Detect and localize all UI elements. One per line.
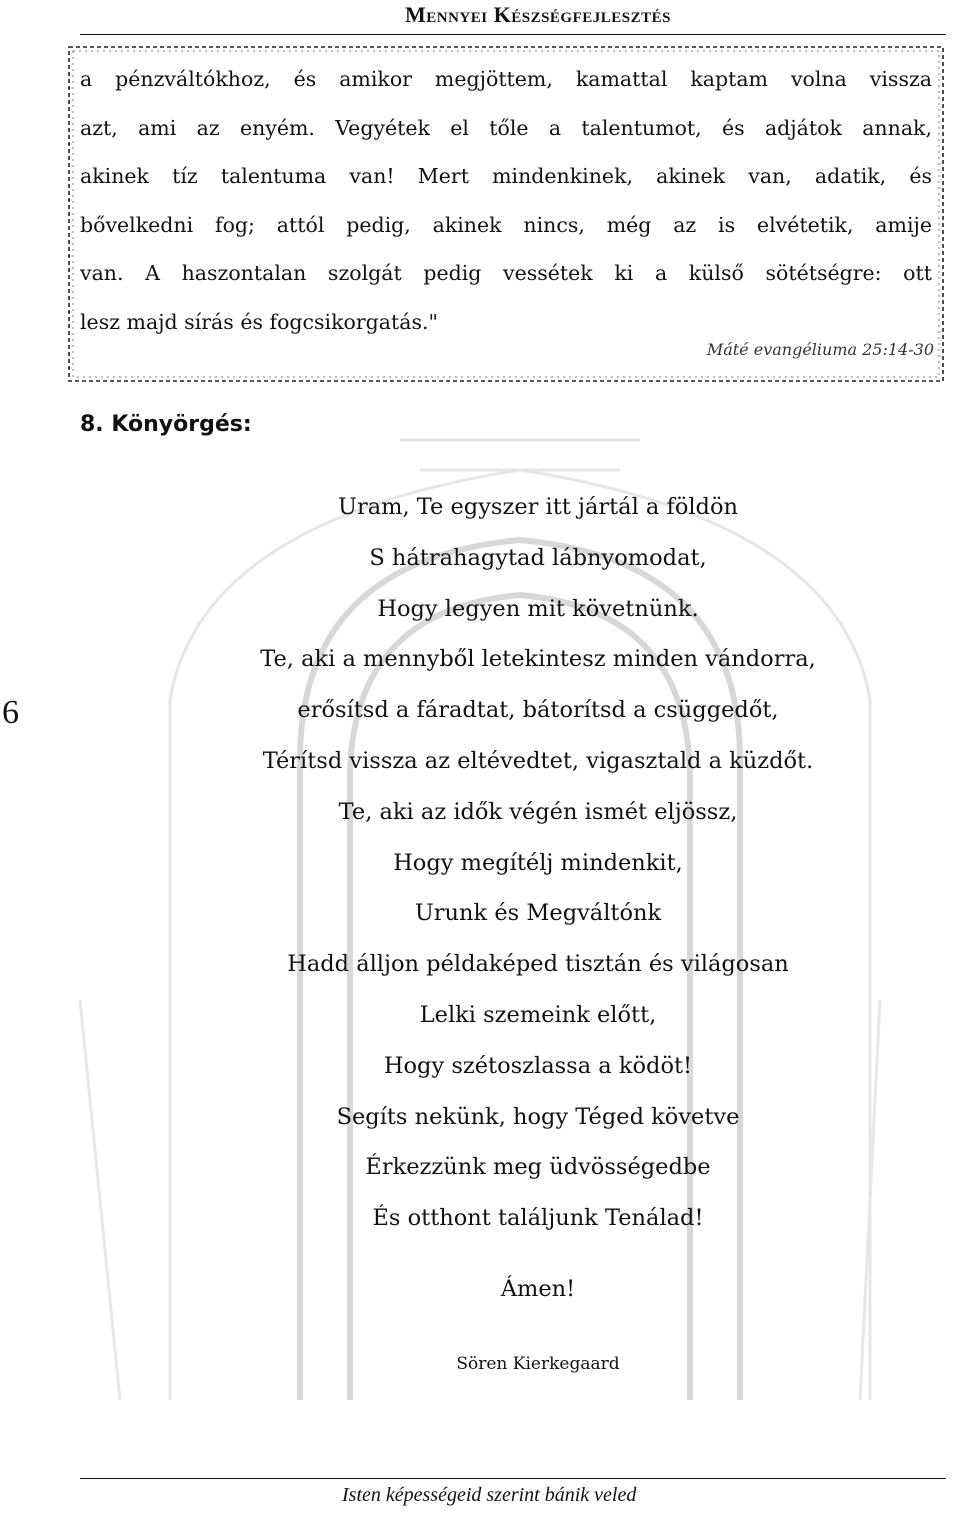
- footer-title: Isten képességeid szerint bánik veled: [342, 1484, 637, 1506]
- page-footer: [80, 1478, 946, 1513]
- prayer-line: Lelki szemeink előtt,: [419, 1001, 657, 1028]
- prayer-amen: Ámen!: [500, 1276, 576, 1302]
- prayer-line: Hogy megítélj mindenkit,: [393, 849, 683, 876]
- quote-line: lesz majd sírás és fogcsikorgatás.": [80, 309, 438, 334]
- prayer-line: Hogy szétoszlassa a ködöt!: [383, 1052, 693, 1079]
- prayer-line: Te, aki a mennyből letekintesz minden vándorra,: [260, 646, 816, 673]
- running-title: Mennyei Készségfejlesztés: [405, 2, 671, 27]
- page-header: [80, 0, 946, 35]
- prayer-line: Térítsd vissza az eltévedtet, vigasztald a küzdőt.: [262, 747, 814, 774]
- quote-line: a pénzváltókhoz, és amikor megjöttem, kamattal kaptam volna vissza: [80, 67, 932, 91]
- prayer-line: Uram, Te egyszer itt jártál a földön: [337, 494, 738, 520]
- prayer-line: erősítsd a fáradtat, bátorítsd a csüggedőt,: [297, 697, 779, 724]
- quote-line: van. A haszontalan szolgát pedig vessétek ki a külső sötétségre: ott: [80, 261, 932, 286]
- prayer-line: Segíts nekünk, hogy Téged követve: [336, 1103, 740, 1130]
- quote-line: akinek tíz talentuma van! Mert mindenkinek, akinek van, adatik, és: [80, 164, 932, 189]
- prayer-text: [200, 482, 876, 1244]
- prayer-line: Hogy legyen mit követnünk.: [377, 595, 699, 622]
- prayer-line: És otthont találjunk Tenálad!: [372, 1205, 704, 1232]
- page-number: 6: [2, 694, 19, 731]
- quote-line: azt, ami az enyém. Vegyétek el tőle a talentumot, és adjátok annak,: [80, 115, 932, 140]
- quote-line: bővelkedni fog; attól pedig, akinek nincs, még az is elvétetik, amije: [80, 212, 932, 237]
- prayer-line: Te, aki az idők végén ismét eljössz,: [338, 798, 738, 825]
- quote-text: [80, 55, 932, 347]
- prayer-line: Urunk és Megváltónk: [414, 900, 662, 927]
- quote-reference: Máté evangéliuma 25:14-30: [706, 340, 934, 359]
- prayer-line: Hadd álljon példaképed tisztán és világosan: [287, 951, 789, 978]
- prayer-line: Érkezzünk meg üdvösségedbe: [365, 1154, 711, 1181]
- scripture-quote-box: [66, 44, 946, 384]
- section-heading: 8. Könyörgés:: [80, 412, 252, 437]
- prayer-line: S hátrahagytad lábnyomodat,: [369, 544, 707, 571]
- prayer-author: Sören Kierkegaard: [456, 1354, 620, 1374]
